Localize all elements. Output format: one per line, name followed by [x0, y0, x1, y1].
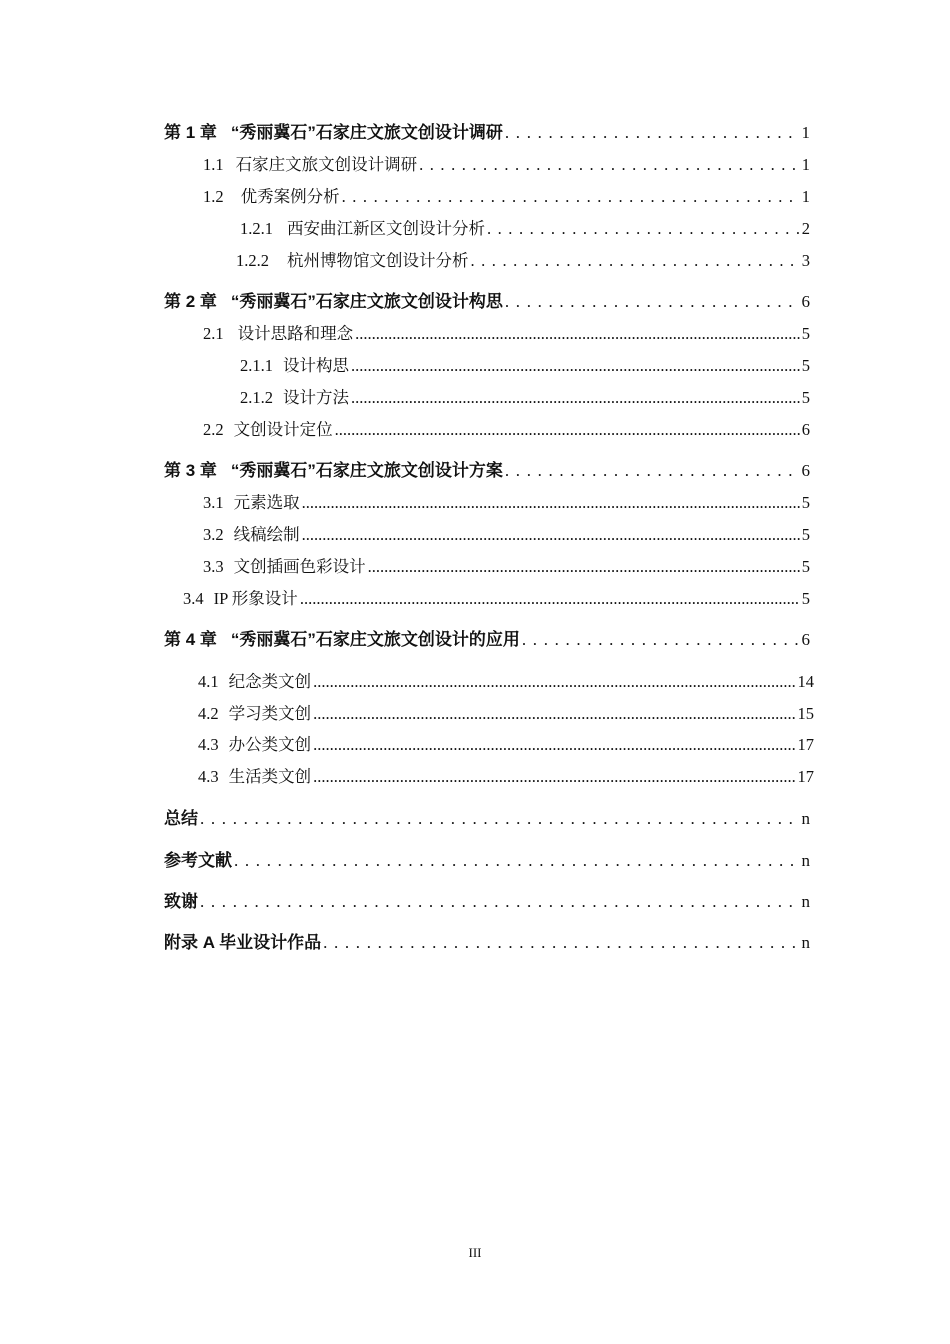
toc-label: 附录 A 毕业设计作品	[164, 933, 322, 952]
toc-label: IP 形象设计	[213, 589, 298, 608]
toc-number: 3.4	[183, 589, 204, 608]
toc-label: “秀丽冀石”石家庄文旅文创设计调研	[230, 123, 503, 142]
toc-page: n	[801, 851, 810, 870]
toc-number: 1.1	[203, 155, 224, 174]
toc-page: n	[801, 809, 810, 828]
toc-entry-4-2[interactable]	[198, 704, 814, 724]
toc-label: “秀丽冀石”石家庄文旅文创设计的应用	[230, 630, 520, 649]
toc-label: 文创插画色彩设计	[233, 557, 366, 576]
toc-entry-4-3-life[interactable]	[198, 767, 814, 787]
toc-number: 4.3	[198, 767, 219, 786]
toc-number: 4.1	[198, 672, 219, 691]
dot-leader	[342, 187, 800, 207]
toc-label: 设计方法	[283, 388, 349, 407]
toc-label: 线稿绘制	[233, 525, 300, 544]
dot-leader	[351, 388, 800, 408]
toc-page: 17	[797, 735, 814, 754]
toc-entry-4-1[interactable]	[198, 672, 814, 692]
toc-page: 15	[797, 704, 814, 723]
toc-number: 2.1.1	[240, 356, 273, 375]
dot-leader	[368, 557, 800, 577]
toc-number: 4.2	[198, 704, 219, 723]
toc-page: 1	[801, 155, 810, 174]
toc-page: 6	[801, 292, 810, 311]
toc-page: 5	[801, 589, 810, 608]
toc-label: 文创设计定位	[233, 420, 333, 439]
dot-leader	[300, 589, 800, 609]
toc-label: 学习类文创	[228, 704, 312, 723]
dot-leader	[313, 672, 795, 692]
dot-leader	[522, 630, 800, 650]
toc-entry-2-1[interactable]	[203, 324, 810, 344]
dot-leader	[335, 420, 800, 440]
toc-page: 6	[801, 461, 810, 480]
page-number: III	[468, 1245, 482, 1260]
toc-page: 1	[801, 187, 810, 206]
toc-number: 第 1 章	[164, 123, 217, 142]
toc-label: 生活类文创	[228, 767, 312, 786]
toc-entry-4-3-office[interactable]	[198, 735, 814, 755]
dot-leader	[505, 461, 800, 481]
toc-number: 3.1	[203, 493, 224, 512]
toc-page: 5	[801, 356, 810, 375]
toc-entry-2-2[interactable]	[203, 420, 810, 440]
dot-leader	[419, 155, 800, 175]
dot-leader	[313, 735, 795, 755]
dot-leader	[351, 356, 800, 376]
toc-entry-2-1-1[interactable]	[240, 356, 810, 376]
toc-page: 1	[801, 123, 810, 142]
toc-entry-references[interactable]	[164, 851, 810, 871]
dot-leader	[200, 809, 800, 829]
dot-leader	[234, 851, 800, 871]
dot-leader	[505, 123, 800, 143]
toc-number: 4.3	[198, 735, 219, 754]
toc-number: 2.1	[203, 324, 224, 343]
toc-number: 3.3	[203, 557, 224, 576]
toc-page: 5	[801, 388, 810, 407]
toc-label: 优秀案例分析	[240, 187, 340, 206]
toc-number: 第 2 章	[164, 292, 217, 311]
toc-entry-thanks[interactable]	[164, 892, 810, 912]
dot-leader	[355, 324, 800, 344]
dot-leader	[302, 525, 800, 545]
toc-entry-3-4[interactable]	[183, 589, 810, 609]
dot-leader	[313, 704, 795, 724]
toc-number: 1.2	[203, 187, 224, 206]
dot-leader	[487, 219, 800, 239]
toc-entry-1-2-2[interactable]	[236, 251, 810, 271]
toc-entry-chapter-2[interactable]	[164, 292, 810, 312]
toc-label: “秀丽冀石”石家庄文旅文创设计方案	[230, 461, 503, 480]
toc-page: 17	[797, 767, 814, 786]
toc-page: 5	[801, 525, 810, 544]
toc-label: 致谢	[164, 892, 198, 911]
toc-entry-3-1[interactable]	[203, 493, 810, 513]
toc-entry-1-1[interactable]	[203, 155, 810, 175]
toc-entry-appendix[interactable]	[164, 933, 810, 953]
dot-leader	[323, 933, 799, 953]
toc-entry-2-1-2[interactable]	[240, 388, 810, 408]
toc-number: 1.2.2	[236, 251, 269, 270]
toc-label: 石家庄文旅文创设计调研	[235, 155, 418, 174]
toc-number: 第 4 章	[164, 630, 217, 649]
toc-label: 总结	[164, 809, 198, 828]
dot-leader	[471, 251, 800, 271]
toc-label: 设计构思	[283, 356, 349, 375]
toc-label: 西安曲江新区文创设计分析	[287, 219, 485, 238]
toc-entry-chapter-1[interactable]	[164, 123, 810, 143]
dot-leader	[302, 493, 800, 513]
toc-page: 5	[801, 493, 810, 512]
toc-label: 参考文献	[164, 851, 232, 870]
toc-number: 2.1.2	[240, 388, 273, 407]
dot-leader	[505, 292, 800, 312]
toc-page: 14	[797, 672, 814, 691]
toc-entry-summary[interactable]	[164, 809, 810, 829]
toc-entry-3-2[interactable]	[203, 525, 810, 545]
toc-page: 6	[801, 630, 810, 649]
toc-label: 元素选取	[233, 493, 300, 512]
dot-leader	[200, 892, 800, 912]
toc-label: 纪念类文创	[228, 672, 312, 691]
toc-page: n	[801, 892, 810, 911]
toc-number: 3.2	[203, 525, 224, 544]
toc-entry-chapter-4[interactable]	[164, 630, 810, 650]
toc-entry-chapter-3[interactable]	[164, 461, 810, 481]
toc-label: 杭州博物馆文创设计分析	[287, 251, 469, 270]
toc-entry-3-3[interactable]	[203, 557, 810, 577]
toc-number: 2.2	[203, 420, 224, 439]
toc-entry-1-2[interactable]	[203, 187, 810, 207]
dot-leader	[313, 767, 795, 787]
toc-number: 第 3 章	[164, 461, 217, 480]
toc-label: 设计思路和理念	[237, 324, 354, 343]
toc-entry-1-2-1[interactable]	[240, 219, 810, 239]
toc-label: “秀丽冀石”石家庄文旅文创设计构思	[230, 292, 503, 311]
toc-page: n	[801, 933, 810, 952]
toc-page: 5	[801, 324, 810, 343]
toc-number: 1.2.1	[240, 219, 273, 238]
toc-page: 6	[801, 420, 810, 439]
toc-page: 2	[801, 219, 810, 238]
toc-page: 5	[801, 557, 810, 576]
toc-label: 办公类文创	[228, 735, 312, 754]
toc-page: 3	[801, 251, 810, 270]
